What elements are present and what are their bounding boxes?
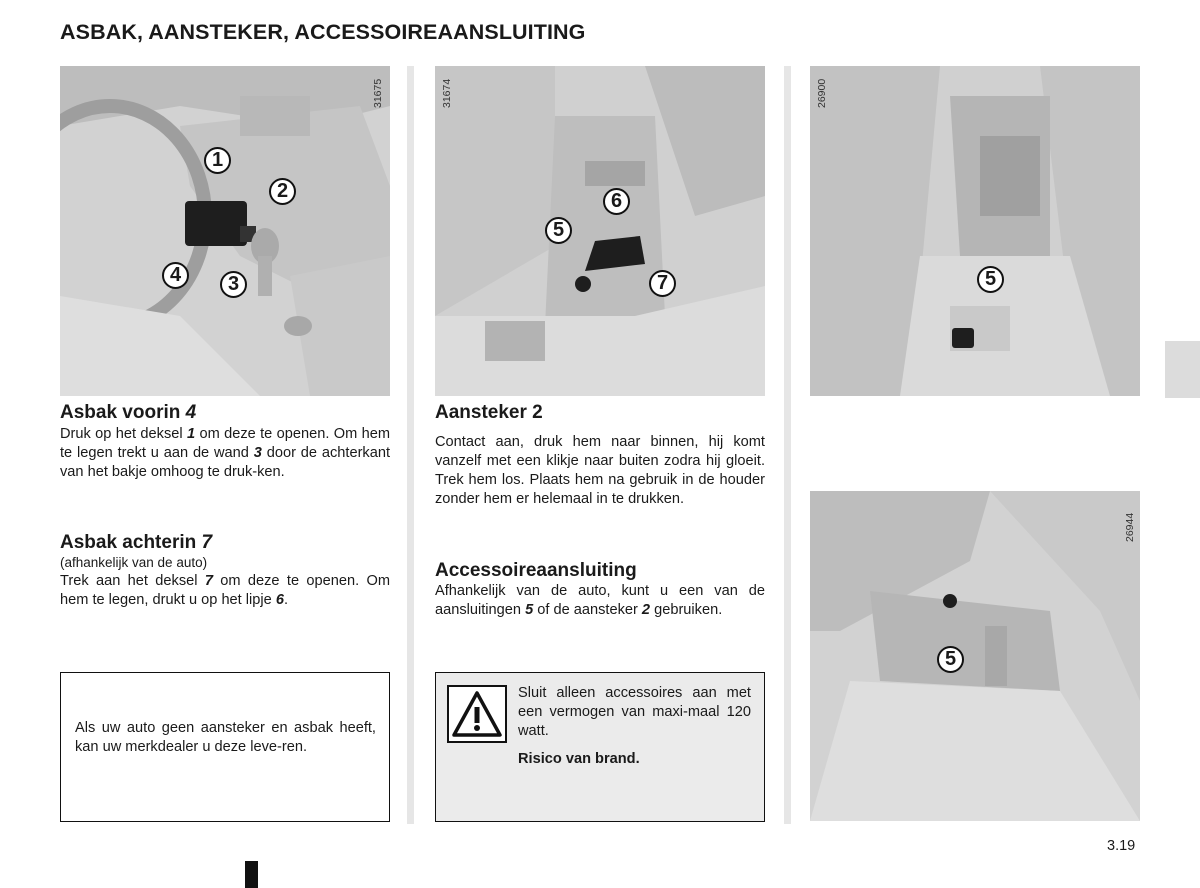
figure-illustration: [60, 66, 390, 396]
callout-3: 3: [220, 271, 247, 298]
text-run: om deze te openen. Om hem te legen, drukt u op het lipje: [60, 573, 391, 608]
text-run: .: [283, 592, 288, 608]
text-ref: 7: [204, 573, 213, 589]
callout-4: 4: [162, 262, 189, 289]
heading-ref: 7: [201, 532, 213, 553]
paragraph-subtitle: (afhankelijk van de auto): [60, 555, 208, 570]
figure-code: 31674: [441, 78, 453, 108]
figure-code: 26900: [816, 78, 828, 108]
heading-ref: 4: [185, 402, 197, 423]
section-tab: [1165, 341, 1200, 398]
text-run: om deze te openen. Om hem te legen trekt u aan de wand: [60, 426, 390, 461]
callout-7: 7: [649, 270, 676, 297]
text-ref: 3: [253, 445, 262, 461]
paragraph: [60, 572, 390, 610]
text-run: gebruiken.: [650, 602, 723, 618]
callout-5: 5: [977, 266, 1004, 293]
callout-2: 2: [269, 178, 296, 205]
column-separator: [407, 66, 414, 824]
text-ref: 1: [186, 426, 196, 442]
warning-icon: [447, 685, 507, 743]
warning-text: Sluit alleen accessoires aan met een vermogen van maxi-maal 120 watt.: [518, 685, 751, 739]
page-number: 3.19: [1107, 838, 1136, 854]
note-text: Als uw auto geen aansteker en asbak heeft, kan uw merkdealer u deze leve-ren.: [75, 720, 376, 755]
callout-6: 6: [603, 188, 630, 215]
callout-1: 1: [204, 147, 231, 174]
text-ref: 6: [275, 592, 284, 608]
figure-code: 31675: [372, 78, 384, 108]
text-run: Trek aan het deksel: [60, 573, 205, 589]
crop-mark: [245, 861, 258, 888]
figure-armrest-socket: [810, 66, 1140, 396]
figure-code: 26944: [1124, 512, 1136, 542]
paragraph: Contact aan, druk hem naar binnen, hij komt vanzelf met een klikje naar buiten zodra hij gloeit. Trek hem los. Plaats hem na gebruik in de houder zonder hem er helemaal in te drukken.: [435, 434, 765, 507]
page-title: ASBAK, AANSTEKER, ACCESSOIREAANSLUITING: [60, 20, 586, 44]
paragraph: [60, 425, 390, 482]
text-run: door de achterkant van het bakje omhoog te druk-ken.: [60, 445, 391, 480]
heading-text: Asbak achterin: [60, 532, 202, 553]
figure-rear-ashtray: [435, 66, 765, 396]
section-heading: [60, 402, 196, 424]
text-ref: 2: [641, 602, 651, 618]
text-run: Druk op het deksel: [60, 426, 187, 442]
figure-illustration: [810, 491, 1140, 821]
column-separator: [784, 66, 791, 824]
figure-boot-socket: [810, 491, 1140, 821]
section-heading: [60, 532, 212, 554]
callout-5: 5: [937, 646, 964, 673]
figure-illustration: [810, 66, 1140, 396]
warning-bold: Risico van brand.: [518, 751, 640, 767]
text-ref: 5: [525, 602, 534, 618]
heading-text: Asbak voorin: [60, 402, 186, 423]
section-heading: Accessoireaansluiting: [435, 560, 637, 581]
paragraph: [435, 582, 765, 620]
text-run: of de aansteker: [533, 602, 642, 618]
figure-front-ashtray: [60, 66, 390, 396]
figure-illustration: [435, 66, 765, 396]
section-heading: Aansteker 2: [435, 402, 543, 423]
callout-5: 5: [545, 217, 572, 244]
text-run: Afhankelijk van de auto, kunt u een van de aansluitingen: [435, 583, 765, 618]
